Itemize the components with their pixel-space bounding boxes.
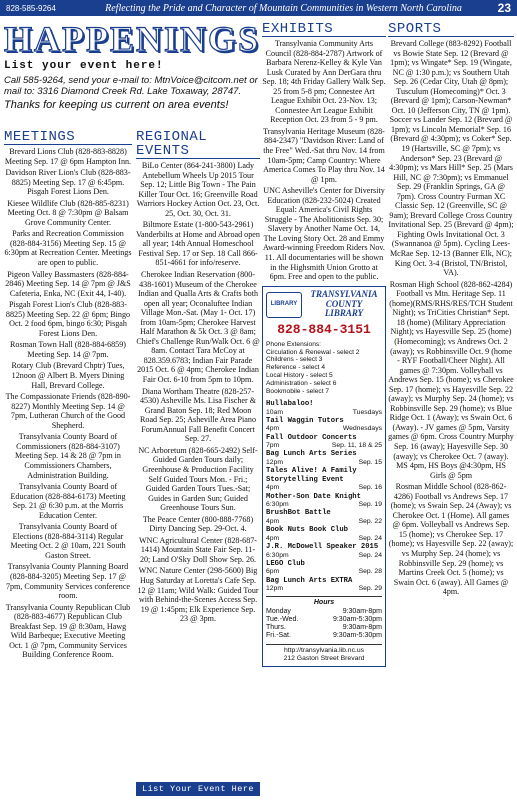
- library-program-time: 4pm: [266, 484, 280, 492]
- meeting-entry: Pisgah Forest Lion's Club (828-883-8825) Meeting Sep. 22 @ 6pm; Bingo Oct. 2 food 6pm, bingo 6:30; Pisgah Forest Lions Den.: [5, 300, 131, 338]
- library-program-item: [266, 450, 382, 467]
- regional-event-entry: The Peace Center (800-888-7768) Dirty Dancing Sep. 29-Oct. 4.: [142, 514, 254, 534]
- exhibits-title: EXHIBITS: [262, 22, 386, 37]
- meeting-entry: Davidson River Lion's Club (828-883-8825) Meeting Sep. 17 @ 6:45pm. Pisgah Forest Lions Den.: [5, 168, 131, 197]
- library-hours-days: Tue.-Wed.: [266, 615, 299, 623]
- library-program-when: [266, 409, 382, 417]
- library-phone: 828-884-3151: [277, 322, 371, 338]
- masthead-thanks: Thanks for keeping us current on area events!: [4, 98, 229, 111]
- library-program-name: Mother-Son Date Knight: [266, 492, 361, 501]
- exhibits-column: [262, 22, 386, 667]
- library-extensions-list: [266, 349, 382, 396]
- library-program-time: 4pm: [266, 425, 280, 433]
- library-program-item: [266, 400, 382, 417]
- meeting-entry: Transylvania County Board of Commissioners (828-884-3107) Meeting Sep. 14 & 28 @ 7pm in Commissioners Chambers, Administration Building.: [15, 432, 121, 480]
- meeting-entry: Brevard Lions Club (828-883-8828) Meeting Sep. 17 @ 6pm Hampton Inn.: [4, 147, 132, 166]
- regional-event-entry: Biltmore Estate (1-800-543-2961) Vanderbilts at Home and Abroad open all year; 14th Annual Homeschool Festival Sep. 17 or Sep. 18 Call 866-851-4661 for info/reserve.: [136, 220, 260, 268]
- library-program-item: [266, 493, 382, 510]
- library-box: [262, 286, 386, 667]
- library-program-item: [266, 434, 382, 451]
- library-hours-row: [266, 624, 382, 632]
- page-title: HAPPENINGS: [4, 19, 261, 59]
- library-header: [266, 290, 382, 320]
- sports-list: [388, 39, 514, 597]
- library-program-time: 10am: [266, 408, 284, 416]
- library-program-when: [266, 552, 382, 560]
- library-hours-days: Fri.-Sat.: [266, 632, 291, 640]
- library-program-day: Sep. 28: [358, 568, 382, 576]
- library-program-when: [266, 442, 382, 450]
- library-program-name: Tales Alive! A Family Storytelling Event: [266, 467, 357, 484]
- library-hours-time: 9:30am-8pm: [342, 607, 382, 615]
- library-extension-item: Circulation & Renewal - select 2: [266, 348, 360, 356]
- library-hours-row: [266, 608, 382, 616]
- meetings-list: [4, 147, 132, 660]
- library-program-when: [266, 425, 382, 433]
- library-program-when: [266, 518, 382, 526]
- library-program-item: [266, 543, 382, 560]
- library-program-when: [266, 585, 382, 593]
- page-header-bar: [0, 0, 517, 16]
- library-program-name: Tail Waggin Tutors: [266, 416, 344, 425]
- masthead: [4, 19, 261, 111]
- library-program-item: [266, 577, 382, 594]
- library-hours: [266, 596, 382, 640]
- library-extension-item: Bookmobile - select 7: [266, 388, 330, 396]
- library-extensions-title: Phone Extensions:: [266, 340, 321, 348]
- exhibit-entry: Transylvania Community Arts Council (828-884-2787) Artwork of Barbara Nerenz-Kelley & Kyle Van Lusk Curated by Ann DerGara thru Sep. 18; 4th Friday Gallery Walk Sep. 25 from 5-8 pm; Connestee Art League Exhibit Oct. 23-Nov. 13; Connestee Art League Exhibit Reception Oct. 23 from 5 - 9 pm.: [262, 39, 386, 125]
- meetings-title: MEETINGS: [4, 130, 132, 145]
- library-program-day: Sep. 24: [358, 534, 382, 542]
- library-program-day: Sep. 16: [358, 484, 382, 492]
- library-program-time: 12pm: [266, 459, 284, 467]
- library-program-day: Tuesdays: [352, 408, 382, 416]
- meetings-column: [4, 130, 132, 662]
- library-program-time: 6pm: [266, 568, 280, 576]
- regional-events-title: REGIONAL EVENTS: [136, 130, 260, 159]
- sports-title: SPORTS: [388, 22, 514, 37]
- library-hours-list: [266, 608, 382, 641]
- library-program-name: J.R. McDowell Speaker 2015: [266, 543, 379, 552]
- meeting-entry: Pigeon Valley Bassmasters (828-884-2846) Meeting Sep. 14 @ 7pm @ J&S Cafeteria, Enka, NC (Exit 44, I-40).: [5, 269, 131, 298]
- sports-entry: Rosman High School (828-862-4284) Football vs Mtn. Heritage Sep. 11 (home)(RMS/RHS/RES/TCH Student Night); vs TriCities Christian* Sept. 18 (home) (Military Appreciation Night); vs Hayesville Sep. 25 (home) (Homecoming); vs Andrews Oct. 2 (away); vs Robbinsville Oct. 9 (home - RYF Football/Cheer Night). All games @ 7:30pm. Volleyball vs Andrews Sep. 15 (home); vs Cherokee Sep. 17 (home); vs Hayesville Sep. 22 (away); vs Murphy Sep. 24 (home); vs Robbinsville Sep. 29 (home); vs Blue Ridge Oct. 1 (Away); vs Swain Oct. 6 (Away). - JV games @ 5pm, Varsity games @ 6pm. Cross Country Murphy Sep. 16 (away); Hayesville Sep. 30 (away); vs Cherokee Oct. 7 (away). MS 4pm, HS Boys @4:30pm, HS Girls @ 5pm: [388, 279, 514, 480]
- library-logo-icon: LIBRARY: [266, 292, 302, 318]
- library-extensions: [266, 341, 382, 396]
- library-program-day: Sep. 29: [358, 585, 382, 593]
- library-programs-list: [266, 400, 382, 593]
- library-program-time: 4pm: [266, 518, 280, 526]
- library-program-day: Sep. 15: [358, 459, 382, 467]
- library-program-name: Book Nuts Book Club: [266, 526, 348, 535]
- library-hours-row: [266, 616, 382, 624]
- regional-event-entry: NC Arboretum (828-665-2492) Self-Guided Garden Tours daily; Greenhouse & Production Facility Self Guided Tours Mon. - Fri.; Guided Garden Tours Tues.-Sat; Guides in Garden Sun; Guided Greenhouse Tours Sun.: [138, 445, 258, 513]
- library-program-when: [266, 535, 382, 543]
- meeting-entry: Kiesee Wildlife Club (828-885-8231) Meeting Oct. 8 @ 7:30pm @ Balsam Grove Community Center.: [7, 198, 129, 227]
- library-extension-item: Local History - select 5: [266, 372, 333, 380]
- library-program-name: Bag Lunch Arts EXTRA: [266, 576, 353, 585]
- library-program-when: [266, 484, 382, 492]
- library-hours-days: Monday: [266, 607, 291, 615]
- library-extension-item: Childrens - select 3: [266, 356, 323, 364]
- library-program-name: Bag Lunch Arts Series: [266, 450, 357, 459]
- library-program-time: 7pm: [266, 442, 280, 450]
- library-hours-time: 9:30am-5:30pm: [332, 632, 382, 640]
- meeting-entry: Rosman Town Hall (828-884-6859) Meeting Sep. 14 @ 7pm.: [10, 340, 126, 359]
- library-program-day: Sep. 11, 18 & 25: [331, 442, 382, 450]
- regional-events-list: [136, 161, 260, 624]
- library-name: TRANSYLVANIA COUNTY LIBRARY: [310, 288, 378, 319]
- library-program-name: BrushBot Battle: [266, 509, 331, 518]
- library-program-day: Wednesdays: [342, 425, 382, 433]
- exhibit-entry: Transylvania Heritage Museum (828-884-2347) "Davidson River: Land of the Free" Wed.-Sat thru Nov. 14 from 10am-5pm; Camp Country: Where America Comes To Play thru Nov. 14 @ 1pm.: [263, 126, 385, 184]
- exhibit-entry: UNC Asheville's Center for Diversity Education (828-232-5024) Created Equal: America's Civil Rights Struggle - The Abolitionists Sep. 30; Slavery by Another Name Oct. 14, The Loving Story Oct. 28 and Emmy Award-winning Freedom Riders Nov. 11. All documentaries will be shown in the Highsmith Union Grotto at 6pm. Free and open to the public.: [263, 186, 385, 282]
- library-program-when: [266, 568, 382, 576]
- regional-event-entry: WNC Agricultural Center (828-687-1414) Mountain State Fair Sep. 11-20; Land O'Sky Doll Show Sep. 26.: [138, 535, 257, 564]
- library-contact: [266, 644, 382, 663]
- meeting-entry: Parks and Recreation Commission (828-884-3156) Meeting Sep. 15 @ 6:30pm at Recreation Center. Meetings are open to public.: [4, 229, 132, 268]
- masthead-subtitle: List your event here!: [4, 60, 164, 72]
- library-hours-title: Hours: [313, 599, 335, 607]
- meeting-entry: The Compassionate Friends (828-890-8227) Monthly Meeting Sep. 14 @ 7pm, Lutheran Church of the Good Shepherd.: [5, 392, 131, 430]
- meeting-entry: Transylvania County Republican Club (828-883-4677) Republican Club Breakfast Sep. 19 @ 8:30am, Hawg Wild Barbeque; Executive Meeting Oct. 1 @ 7pm, Community Services Building Conference Room.: [5, 602, 131, 660]
- library-program-when: [266, 501, 382, 509]
- sports-entry: Brevard College (883-8292) Football vs Bowie State Sep. 12 (Brevard @ 1pm); vs Wingate* Sep. 19 (Wingate, NC @ 1:30 p.m.); vs Southern Utah Sep. 26 (Cedar City, Utah @ 8pm); Tusculum (Homecoming)* Oct. 3 (Brevard @ 1pm); Carson-Newman* Oct. 10 (Jefferson City, TN @ 1pm). Soccer vs Lander Sep. 12 (Brevard @ 1pm); vs Lincoln Memorial* Sep. 16 (Brevard @ 4:30pm); vs Coker* Sep. 19 (Hartsville, SC @ 7pm); vs Anderson* Sep. 23 (Brevard @ 4:30pm); vs Mars Hill* Sep. 25 (Mars Hill, NC @ 7:30pm); vs Emmanuel Sep. 29 (Franklin Springs, GA @ 7pm). Cross Country Furman XC Classic Sep. 12 (Greenville, SC @ 9am); Brevard College Cross Country Invitational Sep. 25 (Brevard @ 4pm); Fighting Owls Invitational Oct. 3 (Swannanoa @ 5pm). Cycling Lees-McRae Sep. 12-13 (Banner Elk, NC); King Oct. 3-4 (Bristol, TN/Bristol, VA).: [388, 39, 514, 278]
- library-program-name: Hullabaloo!: [266, 400, 314, 409]
- meeting-entry: Transylvania County Board of Education (828-884-6173) Meeting Sep. 21 @ 6:30 p.m. at the Morris Education Center.: [10, 482, 126, 520]
- regional-event-entry: WNC Nature Center (298-5600) Big Hug Saturday at Loretta's Cafe Sep. 12 @ 11am; Wild Walk: Guided Tour with Behind-the-Scenes Access Sep. 19 @ 1:45pm; Elk Experience Sep. 23 @ 3pm.: [137, 566, 259, 624]
- library-hours-time: 9:30am-8pm: [342, 624, 382, 632]
- library-program-name: Fall Outdoor Concerts: [266, 433, 357, 442]
- library-url[interactable]: http://transylvania.lib.nc.us: [283, 646, 365, 654]
- page-number: 23: [497, 1, 511, 15]
- library-address: 212 Gaston Street Brevard: [283, 654, 365, 662]
- library-hours-row: [266, 632, 382, 640]
- library-program-when: [266, 459, 382, 467]
- library-program-time: 4pm: [266, 534, 280, 542]
- regional-event-entry: Diana Wortham Theatre (828-257-4530) Asheville Ms. Lisa Fischer & Grand Baton Sep. 18; Red Moon Road Sep. 25; Asheville Area Piano ForumAnnual Fall Benefit Concert Sep. 27.: [140, 386, 256, 444]
- library-extension-item: Administration - select 6: [266, 380, 337, 388]
- sports-column: [388, 22, 514, 599]
- header-slogan: Reflecting the Pride and Character of Mountain Communities in Western North Carolina: [105, 2, 462, 14]
- library-program-day: Sep. 24: [358, 551, 382, 559]
- library-program-item: [266, 417, 382, 434]
- library-program-day: Sep. 19: [358, 501, 382, 509]
- header-phone: 828-585-9264: [6, 3, 56, 13]
- library-program-item: [266, 526, 382, 543]
- library-program-time: 6:30pm: [266, 501, 289, 509]
- library-program-day: Sep. 22: [358, 518, 382, 526]
- regional-event-entry: BiLo Center (864-241-3800) Lady Antebellum Wheels Up 2015 Tour Sep. 12; Little Big Town - The Pain Killer Tour Oct. 16; Greenville Road Warriors Hockey Action Oct. 23, Oct. 25, Oct. 30, Oct. 31.: [136, 161, 260, 218]
- meeting-entry: Transylvania County Board of Elections (828-884-3114) Regular Meeting Oct. 2 @ 10am, 221 South Gaston Street.: [10, 522, 126, 560]
- meeting-entry: Rotary Club (Brevard Chptr) Tues, 12noon @ Albert B. Myers Dining Hall, Brevard College.: [11, 361, 125, 390]
- library-program-time: 12pm: [266, 585, 284, 593]
- exhibits-list: [262, 39, 386, 282]
- library-program-name: LEGO Club: [266, 559, 305, 568]
- masthead-contact-info: Call 585-9264, send your e-mail to: MtnVoice@citcom.net or mail to: 3316 Diamond Creek Rd. Lake Toxaway, 28747.: [4, 75, 258, 98]
- library-program-item: [266, 509, 382, 526]
- meeting-entry: Transylvania County Planning Board (828-884-3205) Meeting Sep. 17 @ 7pm, Community Services conference room.: [5, 562, 131, 601]
- list-your-event-button[interactable]: List Your Event Here: [136, 782, 260, 796]
- library-hours-days: Thurs.: [266, 624, 286, 632]
- library-extension-item: Reference - select 4: [266, 364, 326, 372]
- library-program-item: [266, 560, 382, 577]
- library-program-item: [266, 467, 382, 492]
- sports-entry: Rosman Middle School (828-862-4286) Football vs Andrews Sep. 17 (home); vs Swain Sep. 24 (Away); vs Cherokee Oct. 1 (Home). All games @ 6pm. Volleyball vs Andrews Sep. 15 (home); vs Cherokee Sep. 17 (home); vs Hayesville Sep. 22 (away); vs Murphy Sep. 24 (home); vs Robbinsville Sep. 29 (home); vs Martins Creek Oct. 5 (home); vs Swain Oct. 6 (away). All Games @ 4pm.: [388, 482, 514, 597]
- library-program-time: 6:30pm: [266, 551, 289, 559]
- library-hours-time: 9:30am-5:30pm: [332, 615, 382, 623]
- regional-event-entry: Cherokee Indian Reservation (800-438-1601) Museum of the Cherokee Indian and Qualla Arts & Crafts both open all year; Oconaluftee Indian Village Mon.-Sat. (May 1- Oct. 17) from 10am-5pm; Cherokee Harvest Half Marathon & 5k Oct. 3 @ 8am; Chief's Challenge Run/Walk Oct. 6 @ 8am. Contact Tara McCoy at 828.359.6783; Indian Fair Parade 2015 Oct. 6 @ 4pm; Cherokee Indian Fair Oct. 6-10 from 5pm to 10pm.: [136, 270, 260, 385]
- regional-events-column: [136, 130, 260, 626]
